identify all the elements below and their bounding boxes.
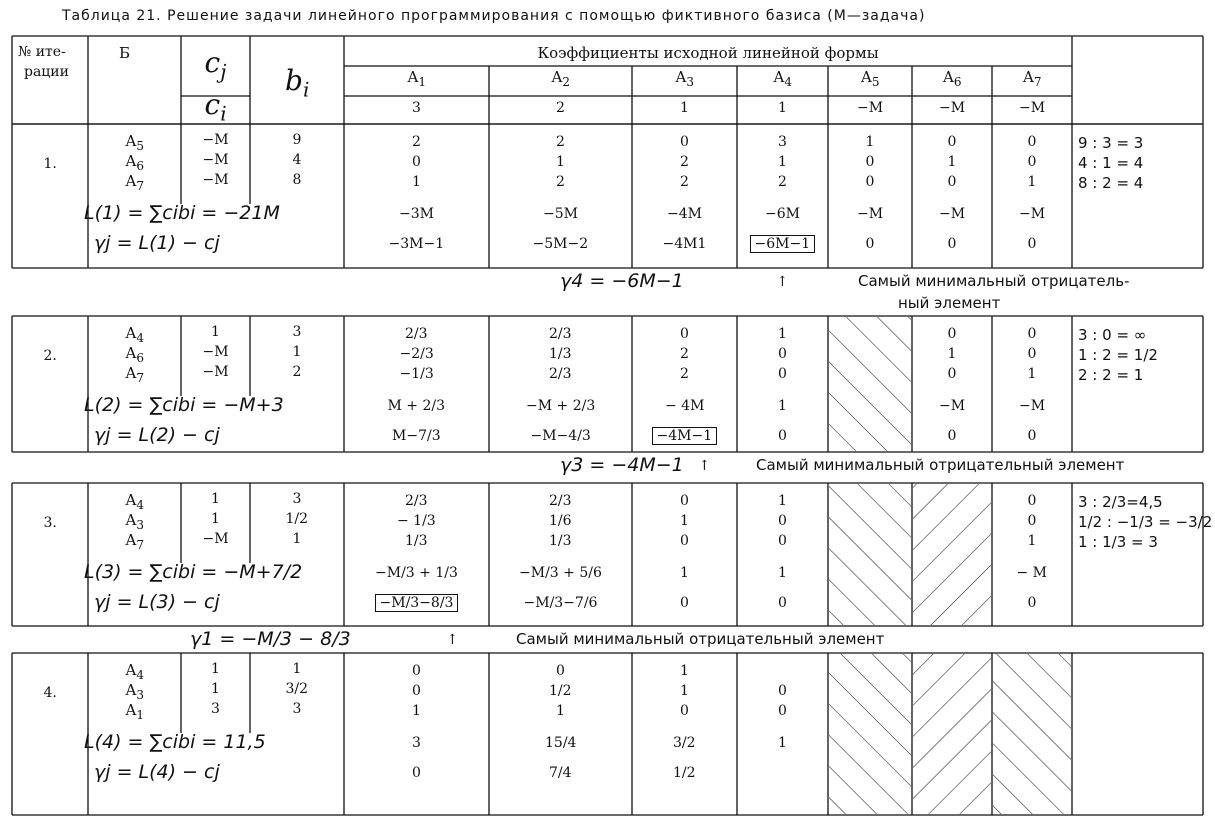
basis-4-2: $A_1$ <box>125 701 144 722</box>
gamma-value-3-3: 0 <box>778 595 787 611</box>
coef-1-2-2: 2 <box>680 174 689 190</box>
bi-3-2: 1 <box>292 531 302 547</box>
gamma-value-2-6: 0 <box>1027 428 1037 444</box>
min-element-note-1-1: ный элемент <box>898 294 1001 312</box>
coef-4-2-0: 1 <box>412 703 421 719</box>
coef-4-2-2: 0 <box>680 703 689 719</box>
header-coef-title: Коэффициенты исходной линейной формы <box>537 44 879 62</box>
header-cost-4: −M <box>857 100 884 116</box>
ci-1-0: −M <box>202 132 229 148</box>
header-cost-6: −M <box>1019 100 1046 116</box>
coef-1-1-5: 1 <box>947 154 957 170</box>
coef-3-1-2: 1 <box>680 513 689 529</box>
selected-gamma-1: γ4 = −6M−1 <box>560 270 684 292</box>
gamma-value-4-2: 1/2 <box>673 765 696 781</box>
coef-4-2-1: 1 <box>556 703 565 719</box>
L-value-2-1: −M + 2/3 <box>526 398 596 414</box>
coef-3-0-1: 2/3 <box>549 493 572 509</box>
header-cost-5: −M <box>939 100 966 116</box>
ratio-2-2: 2 : 2 = 1 <box>1078 366 1144 384</box>
coef-1-0-6: 0 <box>1027 134 1037 150</box>
L-label-4: L(4) = ∑cibi = 11,5 <box>84 731 266 753</box>
L-value-2-6: −M <box>1019 398 1046 414</box>
L-label-2: L(2) = ∑cibi = −M+3 <box>84 394 284 416</box>
hatch-a5-it4 <box>829 654 911 814</box>
header-cost-0: 3 <box>412 100 421 116</box>
hatch-a6-it3 <box>913 484 991 625</box>
arrow-icon-3: ↑ <box>446 632 459 648</box>
gamma-value-3-2: 0 <box>680 595 689 611</box>
ci-3-1: 1 <box>211 511 220 527</box>
iteration-number-2: 2. <box>43 348 57 364</box>
ci-4-0: 1 <box>211 661 220 677</box>
coef-3-1-6: 0 <box>1027 513 1037 529</box>
L-value-1-4: −M <box>857 206 884 222</box>
selected-gamma-2: γ3 = −4M−1 <box>560 454 684 476</box>
coef-3-0-6: 0 <box>1027 493 1037 509</box>
coef-2-0-6: 0 <box>1027 326 1037 342</box>
L-value-3-6: − M <box>1016 565 1048 581</box>
arrow-icon-1: ↑ <box>776 274 789 290</box>
basis-4-0: $A_4$ <box>125 661 144 682</box>
ratio-2-1: 1 : 2 = 1/2 <box>1078 346 1158 364</box>
min-element-note-1-0: Самый минимальный отрицатель- <box>858 272 1130 290</box>
header-cost-1: 2 <box>556 100 565 116</box>
header-vector-a2: $A_2$ <box>551 68 570 89</box>
ratio-2-0: 3 : 0 = ∞ <box>1078 326 1147 344</box>
header-cj: $c_j$ <box>204 46 227 84</box>
coef-3-1-1: 1/6 <box>549 513 572 529</box>
basis-2-0: $A_4$ <box>125 324 144 345</box>
gamma-value-3-1: −M/3−7/6 <box>523 595 598 611</box>
L-value-4-1: 15/4 <box>545 735 577 751</box>
basis-3-0: $A_4$ <box>125 491 144 512</box>
L-value-2-3: 1 <box>778 398 787 414</box>
coef-1-2-0: 1 <box>412 174 421 190</box>
ci-3-0: 1 <box>211 491 220 507</box>
header-vector-a5: $A_5$ <box>861 68 880 89</box>
coef-2-2-2: 2 <box>680 366 689 382</box>
header-ci: $c_i$ <box>204 88 227 126</box>
coef-2-0-2: 0 <box>680 326 689 342</box>
gamma-value-1-3 <box>750 236 816 252</box>
ci-2-0: 1 <box>211 324 220 340</box>
coef-1-1-2: 2 <box>680 154 689 170</box>
iteration-number-3: 3. <box>43 515 57 531</box>
coef-4-0-0: 0 <box>412 663 421 679</box>
min-element-note-3-0: Самый минимальный отрицательный элемент <box>516 630 885 648</box>
coef-1-2-1: 2 <box>556 174 565 190</box>
gamma-value-1-1: −5M−2 <box>532 236 589 252</box>
L-value-1-1: −5M <box>543 206 578 222</box>
coef-3-0-2: 0 <box>680 493 689 509</box>
gamma-label-3: γj = L(3) − cj <box>94 591 220 613</box>
header-basis: Б <box>119 44 131 62</box>
pivot-box: −4M−1 <box>652 427 718 445</box>
header-cost-3: 1 <box>778 100 787 116</box>
L-label-3: L(3) = ∑cibi = −M+7/2 <box>84 561 303 583</box>
coef-2-1-5: 1 <box>947 346 957 362</box>
coef-3-2-0: 1/3 <box>405 533 428 549</box>
basis-3-2: $A_7$ <box>125 531 144 552</box>
ratio-1-1: 4 : 1 = 4 <box>1078 154 1144 172</box>
L-value-1-5: −M <box>939 206 966 222</box>
coef-2-2-5: 0 <box>947 366 957 382</box>
gamma-value-4-0: 0 <box>412 765 421 781</box>
bi-2-1: 1 <box>292 344 302 360</box>
basis-4-1: $A_3$ <box>125 681 144 702</box>
gamma-label-2: γj = L(2) − cj <box>94 424 220 446</box>
bi-4-2: 3 <box>292 701 302 717</box>
gamma-value-3-0 <box>375 595 459 611</box>
gamma-value-2-0: M−7/3 <box>392 428 441 444</box>
coef-3-1-0: − 1/3 <box>397 513 436 529</box>
coef-1-0-1: 2 <box>556 134 565 150</box>
L-value-3-1: −M/3 + 5/6 <box>519 565 602 581</box>
ratio-1-0: 9 : 3 = 3 <box>1078 134 1144 152</box>
L-value-4-2: 3/2 <box>673 735 696 751</box>
ratio-3-0: 3 : 2/3=4,5 <box>1078 493 1163 511</box>
gamma-label-1: γj = L(1) − cj <box>94 232 220 254</box>
ratio-3-1: 1/2 : −1/3 = −3/2 <box>1078 513 1213 531</box>
coef-4-0-1: 0 <box>556 663 565 679</box>
coef-1-1-3: 1 <box>778 154 787 170</box>
coef-2-0-1: 2/3 <box>549 326 572 342</box>
coef-2-1-0: −2/3 <box>399 346 434 362</box>
coef-2-1-3: 0 <box>778 346 787 362</box>
gamma-value-2-1: −M−4/3 <box>530 428 591 444</box>
ci-1-2: −M <box>202 172 229 188</box>
L-value-3-3: 1 <box>778 565 787 581</box>
bi-2-2: 2 <box>292 364 302 380</box>
L-value-1-2: −4M <box>667 206 702 222</box>
coef-2-0-3: 1 <box>778 326 787 342</box>
table-caption: Таблица 21. Решение задачи линейного программирования с помощью фиктивного базиса (М—задача) <box>62 8 926 24</box>
arrow-icon-2: ↑ <box>698 458 711 474</box>
gamma-value-1-2: −4M1 <box>662 236 707 252</box>
coef-4-1-2: 1 <box>680 683 689 699</box>
ci-2-1: −M <box>202 344 229 360</box>
coef-2-2-0: −1/3 <box>399 366 434 382</box>
L-value-2-5: −M <box>939 398 966 414</box>
gamma-label-4: γj = L(4) − cj <box>94 761 220 783</box>
coef-4-0-2: 1 <box>680 663 689 679</box>
coef-3-0-0: 2/3 <box>405 493 428 509</box>
ratio-3-2: 1 : 1/3 = 3 <box>1078 533 1158 551</box>
gamma-value-1-5: 0 <box>947 236 957 252</box>
coef-1-0-3: 3 <box>778 134 787 150</box>
ci-4-1: 1 <box>211 681 220 697</box>
gamma-value-1-4: 0 <box>865 236 875 252</box>
bi-4-0: 1 <box>292 661 302 677</box>
header-vector-a3: $A_3$ <box>675 68 694 89</box>
ci-2-2: −M <box>202 364 229 380</box>
selected-gamma-3: γ1 = −M/3 − 8/3 <box>190 628 351 650</box>
basis-1-2: $A_7$ <box>125 172 144 193</box>
bi-4-1: 3/2 <box>285 681 309 697</box>
coef-1-1-6: 0 <box>1027 154 1037 170</box>
coef-2-1-2: 2 <box>680 346 689 362</box>
iteration-number-4: 4. <box>43 685 57 701</box>
bi-3-1: 1/2 <box>285 511 309 527</box>
pivot-box: −6M−1 <box>750 235 816 253</box>
L-value-2-0: M + 2/3 <box>387 398 445 414</box>
L-value-3-0: −M/3 + 1/3 <box>375 565 458 581</box>
pivot-box: −M/3−8/3 <box>375 594 459 612</box>
coef-4-1-1: 1/2 <box>549 683 572 699</box>
header-iteration-1: № ите- <box>18 44 66 60</box>
ci-4-2: 3 <box>211 701 220 717</box>
coef-2-0-5: 0 <box>947 326 957 342</box>
header-cost-2: 1 <box>680 100 689 116</box>
header-iteration-2: рации <box>24 64 69 80</box>
coef-2-1-1: 1/3 <box>549 346 572 362</box>
L-value-1-6: −M <box>1019 206 1046 222</box>
header-vector-a7: $A_7$ <box>1023 68 1042 89</box>
L-value-2-2: − 4M <box>665 398 705 414</box>
bi-1-2: 8 <box>292 172 302 188</box>
coef-1-1-0: 0 <box>412 154 421 170</box>
coef-3-2-1: 1/3 <box>549 533 572 549</box>
bi-1-1: 4 <box>292 152 302 168</box>
bi-2-0: 3 <box>292 324 302 340</box>
gamma-value-1-6: 0 <box>1027 236 1037 252</box>
gamma-value-2-5: 0 <box>947 428 957 444</box>
L-value-3-2: 1 <box>680 565 689 581</box>
coef-4-1-0: 0 <box>412 683 421 699</box>
ci-3-2: −M <box>202 531 229 547</box>
coef-1-0-2: 0 <box>680 134 689 150</box>
basis-1-0: $A_5$ <box>125 132 144 153</box>
basis-1-1: $A_6$ <box>125 152 144 173</box>
header-vector-a4: $A_4$ <box>773 68 792 89</box>
basis-2-2: $A_7$ <box>125 364 144 385</box>
basis-3-1: $A_3$ <box>125 511 144 532</box>
gamma-value-2-3: 0 <box>778 428 787 444</box>
gamma-value-4-1: 7/4 <box>549 765 572 781</box>
coef-1-2-6: 1 <box>1027 174 1037 190</box>
coef-1-1-4: 0 <box>865 154 875 170</box>
hatch-a6-it4 <box>913 654 991 814</box>
coef-2-2-6: 1 <box>1027 366 1037 382</box>
hatch-a7-it4 <box>993 654 1071 814</box>
min-element-note-2-0: Самый минимальный отрицательный элемент <box>756 456 1125 474</box>
coef-1-0-5: 0 <box>947 134 957 150</box>
coef-1-0-4: 1 <box>865 134 875 150</box>
coef-2-2-3: 0 <box>778 366 787 382</box>
coef-1-1-1: 1 <box>556 154 565 170</box>
header-bi: $b_i$ <box>285 64 310 102</box>
gamma-value-3-6: 0 <box>1027 595 1037 611</box>
gamma-value-2-2 <box>652 428 718 444</box>
coef-2-2-1: 2/3 <box>549 366 572 382</box>
L-label-1: L(1) = ∑cibi = −21M <box>84 202 280 224</box>
basis-2-1: $A_6$ <box>125 344 144 365</box>
gamma-value-1-0: −3M−1 <box>388 236 445 252</box>
coef-2-0-0: 2/3 <box>405 326 428 342</box>
coef-1-2-4: 0 <box>865 174 875 190</box>
coef-3-0-3: 1 <box>778 493 787 509</box>
L-value-1-0: −3M <box>399 206 434 222</box>
iteration-number-1: 1. <box>43 156 57 172</box>
hatch-a5-it3 <box>829 484 911 625</box>
header-vector-a6: $A_6$ <box>943 68 962 89</box>
coef-4-1-3: 0 <box>778 683 787 699</box>
coef-3-2-2: 0 <box>680 533 689 549</box>
coef-1-0-0: 2 <box>412 134 421 150</box>
coef-1-2-3: 2 <box>778 174 787 190</box>
coef-1-2-5: 0 <box>947 174 957 190</box>
coef-3-1-3: 0 <box>778 513 787 529</box>
L-value-1-3: −6M <box>765 206 800 222</box>
coef-4-2-3: 0 <box>778 703 787 719</box>
ratio-1-2: 8 : 2 = 4 <box>1078 174 1144 192</box>
hatch-a5-it2 <box>829 317 911 451</box>
header-vector-a1: $A_1$ <box>407 68 426 89</box>
L-value-4-0: 3 <box>412 735 421 751</box>
bi-1-0: 9 <box>292 132 302 148</box>
bi-3-0: 3 <box>292 491 302 507</box>
L-value-4-3: 1 <box>778 735 787 751</box>
ci-1-1: −M <box>202 152 229 168</box>
coef-3-2-6: 1 <box>1027 533 1037 549</box>
coef-2-1-6: 0 <box>1027 346 1037 362</box>
coef-3-2-3: 0 <box>778 533 787 549</box>
